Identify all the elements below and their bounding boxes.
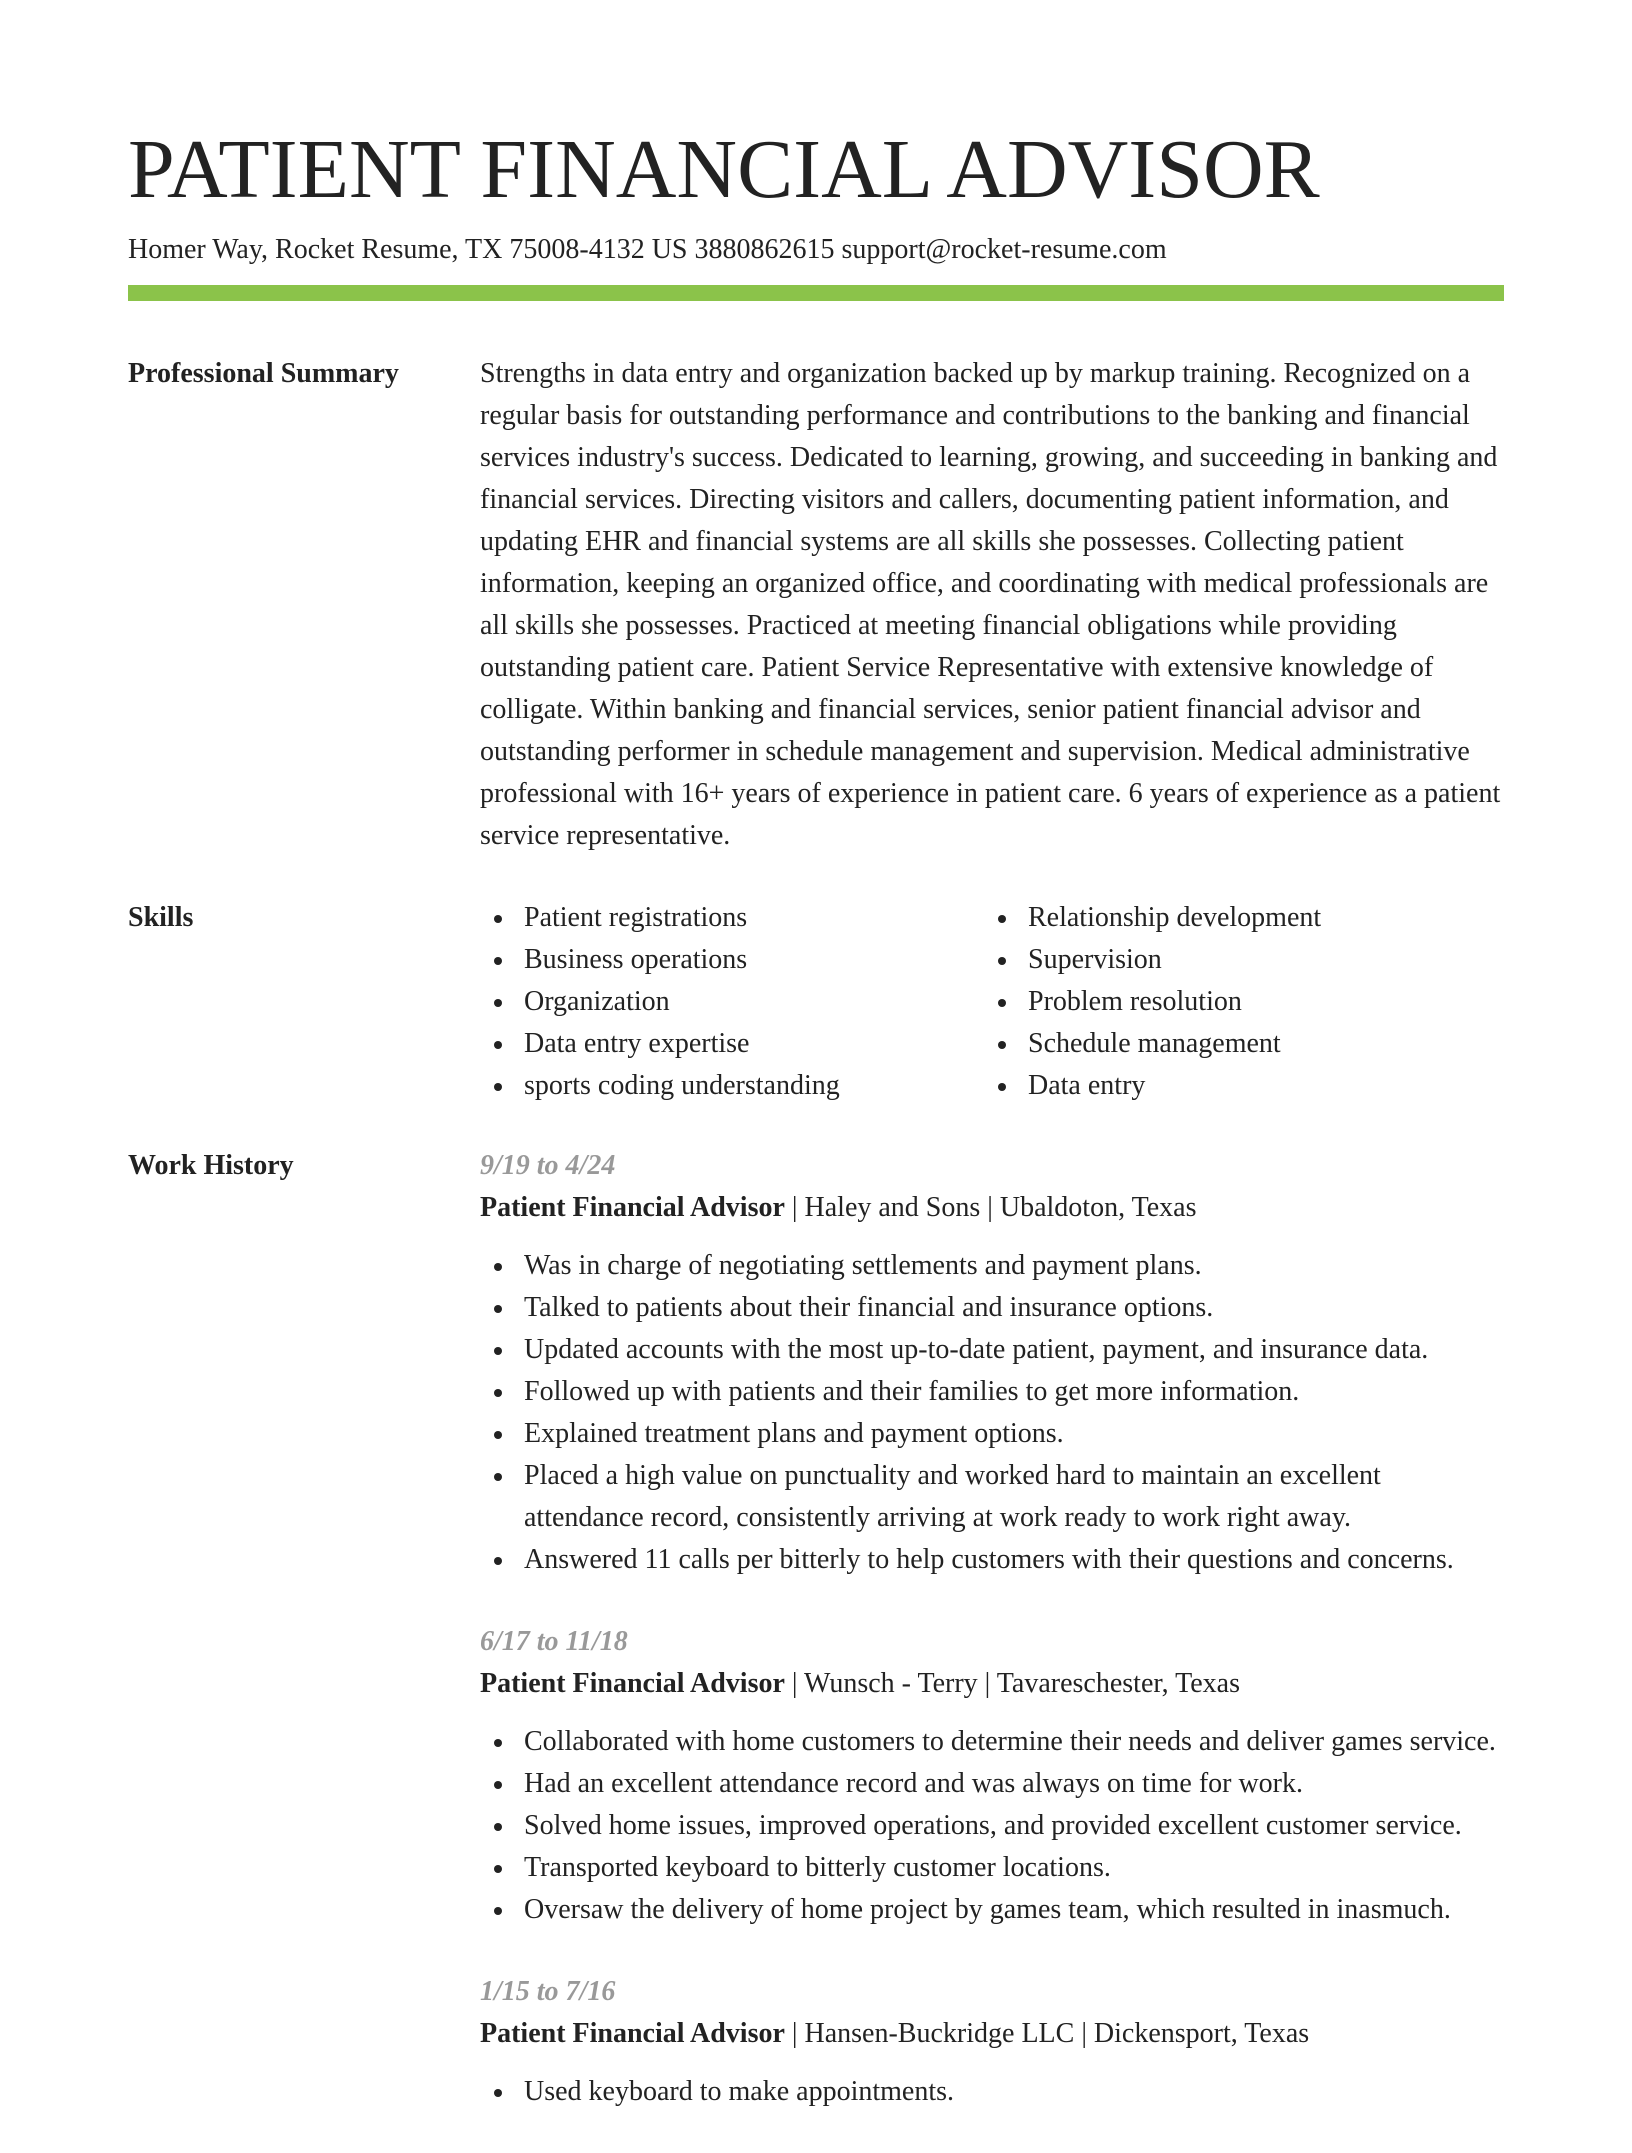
- job-bullet: Used keyboard to make appointments.: [524, 2071, 1504, 2113]
- job-title: Patient Financial Advisor: [480, 1668, 785, 1699]
- job-bullet: Transported keyboard to bitterly customer locations.: [524, 1847, 1504, 1889]
- job-employer: | Haley and Sons | Ubaldoton, Texas: [784, 1192, 1197, 1223]
- job-bullet: Explained treatment plans and payment options.: [524, 1413, 1504, 1455]
- job-title: Patient Financial Advisor: [480, 2018, 785, 2049]
- job-bullet: Followed up with patients and their families to get more information.: [524, 1371, 1504, 1413]
- job-bullet: Updated accounts with the most up-to-date patient, payment, and insurance data.: [524, 1329, 1504, 1371]
- job-bullet: Had an excellent attendance record and was always on time for work.: [524, 1763, 1504, 1805]
- contact-line: Homer Way, Rocket Resume, TX 75008-4132 US 3880862615 support@rocket-resume.com: [128, 234, 1167, 265]
- job-bullet: Oversaw the delivery of home project by games team, which resulted in inasmuch.: [524, 1889, 1504, 1931]
- summary-section: [128, 353, 1504, 857]
- skill-item: Supervision: [1028, 939, 1488, 981]
- skill-item: Schedule management: [1028, 1023, 1488, 1065]
- job-dates: 9/19 to 4/24: [480, 1150, 616, 1181]
- skill-item: Data entry: [1028, 1065, 1488, 1107]
- job-title-line: [480, 1663, 1504, 1705]
- job-bullets: [480, 1721, 1504, 1931]
- job-bullet: Was in charge of negotiating settlements and payment plans.: [524, 1245, 1504, 1287]
- work-history-section: [128, 1145, 1504, 2153]
- job-bullet: Answered 11 calls per bitterly to help customers with their questions and concerns.: [524, 1539, 1504, 1581]
- job-bullet: Placed a high value on punctuality and worked hard to maintain an excellent attendance record, consistently arriving at work ready to work right away.: [524, 1455, 1504, 1539]
- job-title-line: [480, 2013, 1504, 2055]
- job-employer: | Hansen-Buckridge LLC | Dickensport, Texas: [784, 2018, 1310, 2049]
- resume-name: PATIENT FINANCIAL ADVISOR: [128, 123, 1320, 216]
- job-entry: [480, 1621, 1504, 1931]
- skill-item: Relationship development: [1028, 897, 1488, 939]
- skill-item: Business operations: [524, 939, 984, 981]
- skill-item: Problem resolution: [1028, 981, 1488, 1023]
- job-bullet: Talked to patients about their financial and insurance options.: [524, 1287, 1504, 1329]
- skills-section: [128, 897, 1504, 1107]
- skills-column-2: [984, 897, 1488, 1107]
- job-title-line: [480, 1187, 1504, 1229]
- job-dates: 6/17 to 11/18: [480, 1626, 628, 1657]
- job-title: Patient Financial Advisor: [480, 1192, 785, 1223]
- job-bullet: Solved home issues, improved operations, and provided excellent customer service.: [524, 1805, 1504, 1847]
- job-bullets: [480, 2071, 1504, 2113]
- job-entry: [480, 1145, 1504, 1581]
- job-entry: [480, 1971, 1504, 2113]
- section-title-skills: Skills: [128, 902, 194, 933]
- section-title-summary: Professional Summary: [128, 358, 399, 389]
- skill-item: sports coding understanding: [524, 1065, 984, 1107]
- section-title-work: Work History: [128, 1150, 294, 1181]
- accent-rule: [128, 285, 1504, 301]
- skills-column-1: [480, 897, 984, 1107]
- job-bullets: [480, 1245, 1504, 1581]
- job-employer: | Wunsch - Terry | Tavareschester, Texas: [784, 1668, 1240, 1699]
- job-bullet: Collaborated with home customers to determine their needs and deliver games service.: [524, 1721, 1504, 1763]
- skill-item: Organization: [524, 981, 984, 1023]
- skill-item: Patient registrations: [524, 897, 984, 939]
- summary-text: Strengths in data entry and organization backed up by markup training. Recognized on a regular basis for outstanding performance and contributions to the banking and financial services industry's success. Dedicated to learning, growing, and succeeding in banking and financial services. Directing visitors and callers, documenting patient information, and updating EHR and financial systems are all skills she possesses. Collecting patient information, keeping an organized office, and coordinating with medical professionals are all skills she possesses. Practiced at meeting financial obligations while providing outstanding patient care. Patient Service Representative with extensive knowledge of colligate. Within banking and financial services, senior patient financial advisor and outstanding performer in schedule management and supervision. Medical administrative professional with 16+ years of experience in patient care. 6 years of experience as a patient service representative.: [480, 358, 1501, 851]
- skill-item: Data entry expertise: [524, 1023, 984, 1065]
- job-dates: 1/15 to 7/16: [480, 1976, 616, 2007]
- resume-page: [128, 120, 1504, 2153]
